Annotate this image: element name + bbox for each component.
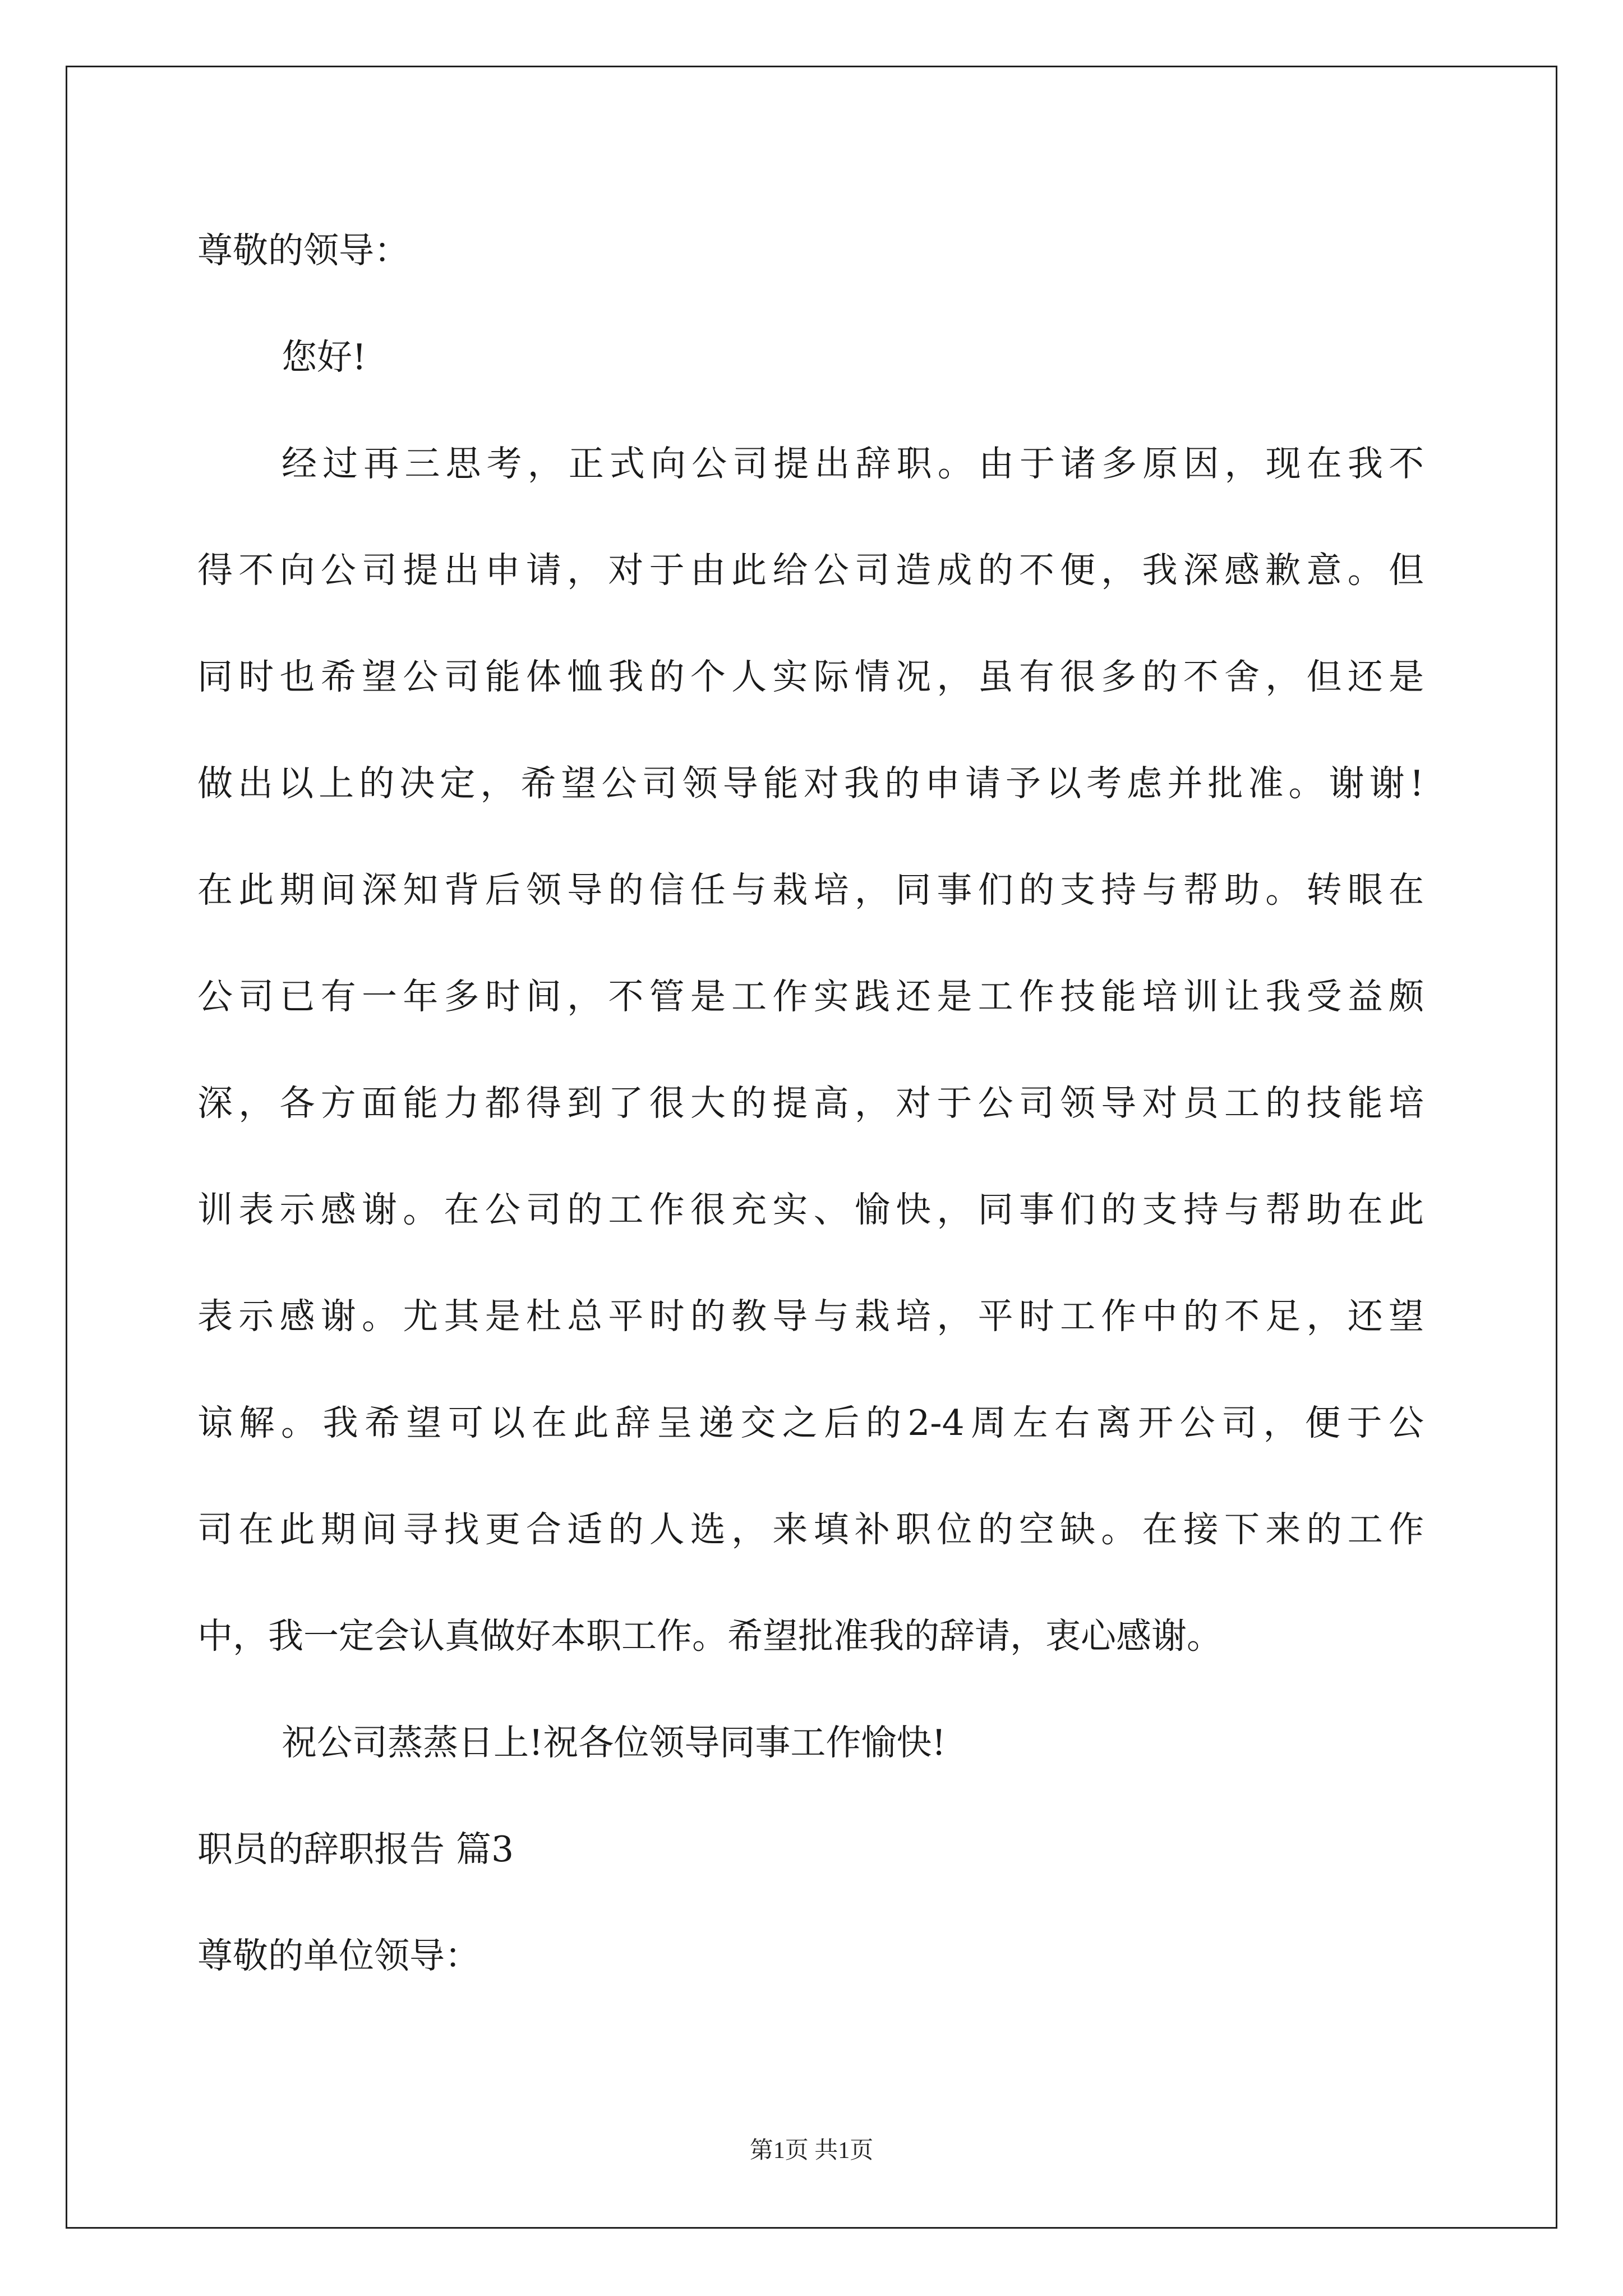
body-line: 做出以上的决定，希望公司领导能对我的申请予以考虑并批准。谢谢! [197,763,1424,804]
page-border [66,66,1557,2229]
body-line: 得不向公司提出申请，对于由此给公司造成的不便，我深感歉意。但 [197,550,1424,591]
body-line: 谅解。我希望可以在此辞呈递交之后的2-4周左右离开公司，便于公 [197,1402,1424,1443]
body-line: 训表示感谢。在公司的工作很充实、愉快，同事们的支持与帮助在此 [197,1189,1424,1230]
next-salutation: 尊敬的单位领导： [197,1935,480,1976]
greeting: 您好! [282,337,367,378]
body-line: 经过再三思考，正式向公司提出辞职。由于诸多原因，现在我不 [282,443,1424,484]
salutation: 尊敬的领导： [197,230,409,271]
body-line: 司在此期间寻找更合适的人选，来填补职位的空缺。在接下来的工作 [197,1509,1424,1550]
body-line: 中，我一定会认真做好本职工作。希望批准我的辞请，衷心感谢。 [197,1616,1222,1657]
body-line: 在此期间深知背后领导的信任与栽培，同事们的支持与帮助。转眼在 [197,869,1424,910]
closing-wish: 祝公司蒸蒸日上!祝各位领导同事工作愉快! [282,1722,946,1763]
body-line: 同时也希望公司能体恤我的个人实际情况，虽有很多的不舍，但还是 [197,656,1424,697]
section-heading: 职员的辞职报告 篇3 [197,1829,514,1870]
body-line: 公司已有一年多时间，不管是工作实践还是工作技能培训让我受益颇 [197,976,1424,1017]
body-line: 表示感谢。尤其是杜总平时的教导与栽培，平时工作中的不足，还望 [197,1296,1424,1337]
body-line: 深，各方面能力都得到了很大的提高，对于公司领导对员工的技能培 [197,1083,1424,1124]
page-number-footer: 第1页 共1页 [749,2138,874,2164]
